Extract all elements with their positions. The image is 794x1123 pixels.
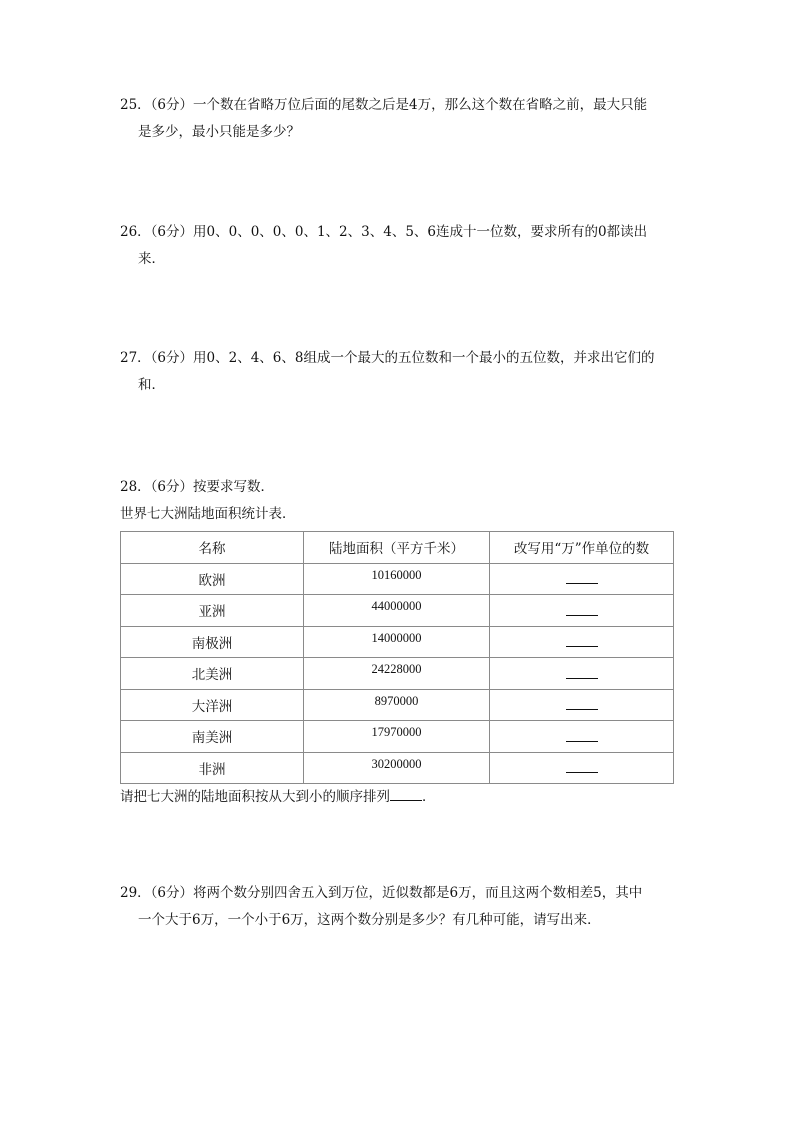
continent-name: 非洲 [121,752,304,784]
question-29-line1: 29．（6分）将两个数分别四舍五入到万位，近似数都是6万，而且这两个数相差5，其中 [120,885,643,901]
table-row [121,689,674,721]
ordering-prompt [120,786,436,807]
header-name: 名称 [121,532,304,564]
ordering-prompt-end: ． [422,789,436,805]
answer-cell [490,658,674,690]
table-row [121,563,674,595]
answer-blank[interactable] [566,727,598,742]
question-27-line1: 27．（6分）用0、2、4、6、8组成一个最大的五位数和一个最小的五位数，并求出它们的 [120,350,655,366]
continent-name: 南美洲 [121,721,304,753]
answer-blank[interactable] [566,695,598,710]
continent-area-table [120,531,674,784]
question-26 [120,219,680,273]
question-26-line1: 26．（6分）用0、0、0、0、0、1、2、3、4、5、6连成十一位数，要求所有的0都读出 [120,224,648,240]
table-caption: 世界七大洲陆地面积统计表． [120,506,296,522]
answer-blank[interactable] [566,758,598,773]
table-row [121,658,674,690]
table-row [121,626,674,658]
continent-area: 17970000 [304,721,490,753]
continent-name: 亚洲 [121,595,304,627]
table-row [121,752,674,784]
continent-area: 30200000 [304,752,490,784]
answer-cell [490,626,674,658]
question-25 [120,92,680,146]
continent-name: 南极洲 [121,626,304,658]
continent-area: 44000000 [304,595,490,627]
answer-blank[interactable] [566,569,598,584]
answer-cell [490,721,674,753]
table-header-row [121,532,674,564]
header-area: 陆地面积（平方千米） [304,532,490,564]
continent-area: 8970000 [304,689,490,721]
question-29-line2: 一个大于6万，一个小于6万，这两个数分别是多少？有几种可能，请写出来． [138,912,601,928]
answer-blank[interactable] [566,601,598,616]
question-25-line1: 25．（6分）一个数在省略万位后面的尾数之后是4万，那么这个数在省略之前，最大只能 [120,97,648,113]
question-25-line2: 是多少，最小只能是多少？ [138,124,300,140]
question-29 [120,880,680,934]
table-row [121,595,674,627]
answer-cell [490,752,674,784]
header-wan: 改写用“万”作单位的数 [490,532,674,564]
ordering-answer-blank[interactable] [390,786,422,801]
answer-cell [490,563,674,595]
answer-blank[interactable] [566,664,598,679]
table-row [121,721,674,753]
continent-name: 北美洲 [121,658,304,690]
answer-cell [490,689,674,721]
continent-name: 大洋洲 [121,689,304,721]
continent-area: 24228000 [304,658,490,690]
continent-area: 10160000 [304,563,490,595]
answer-blank[interactable] [566,632,598,647]
question-26-line2: 来． [138,251,165,267]
question-27 [120,345,680,399]
answer-cell [490,595,674,627]
ordering-prompt-text: 请把七大洲的陆地面积按从大到小的顺序排列 [120,789,390,805]
question-28-title: 28．（6分）按要求写数． [120,479,275,495]
continent-area: 14000000 [304,626,490,658]
continent-name: 欧洲 [121,563,304,595]
question-27-line2: 和． [138,377,165,393]
